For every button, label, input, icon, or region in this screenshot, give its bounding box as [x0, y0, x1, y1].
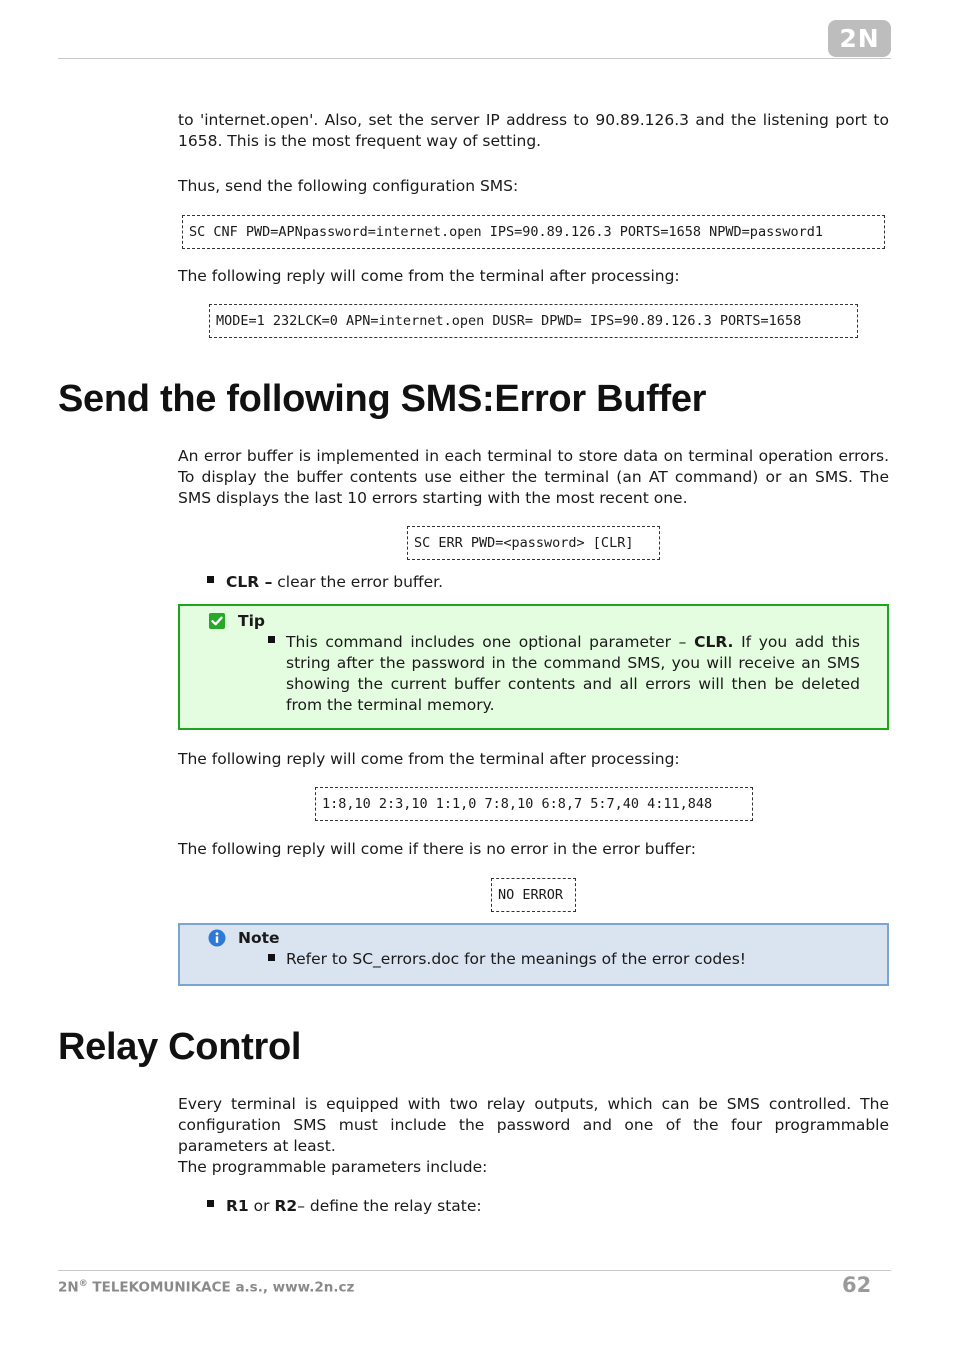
clr-bullet-item	[226, 572, 443, 593]
reply-code: MODE=1 232LCK=0 APN=internet.open DUSR= DPWD= IPS=90.89.126.3 PORTS=1658	[209, 304, 858, 338]
intro-instruction: Thus, send the following configuration SMS:	[178, 177, 519, 195]
note-title: Note	[238, 929, 280, 947]
bullet-marker	[268, 954, 275, 961]
bullet-marker	[207, 576, 214, 583]
reply-intro: The following reply will come from the terminal after processing:	[178, 267, 680, 285]
relay-params-intro: The programmable parameters include:	[178, 1158, 488, 1176]
bullet-marker	[207, 1200, 214, 1207]
checkmark-icon	[208, 612, 226, 630]
intro-paragraph: to 'internet.open'. Also, set the server IP address to 90.89.126.3 and the listening port to 1658. This is the most frequent way of setting.	[178, 111, 889, 150]
tip-text: This command includes one optional parameter – CLR. If you add this string after the password in the command SMS, you will receive an SMS showing the current buffer contents and all errors will then be deleted from the terminal memory.	[286, 633, 860, 714]
clr-label: CLR –	[226, 573, 273, 591]
section-heading-error-buffer: Send the following SMS:Error Buffer	[58, 378, 707, 420]
page-number: 62	[842, 1273, 872, 1297]
footer-company: 2N® TELEKOMUNIKACE a.s., www.2n.cz	[58, 1279, 355, 1296]
relay-bullet-item: R1 or R2– define the relay state:	[226, 1197, 482, 1215]
error-sms-code: SC ERR PWD=<password> [CLR]	[407, 526, 660, 560]
bullet-marker	[268, 636, 275, 643]
footer-divider	[58, 1270, 891, 1271]
note-text: Refer to SC_errors.doc for the meanings of the error codes!	[286, 950, 746, 968]
no-error-code: NO ERROR	[491, 878, 576, 912]
clr-description: clear the error buffer.	[272, 573, 444, 591]
tip-box	[178, 604, 889, 730]
info-icon	[208, 929, 226, 947]
error-buffer-paragraph: An error buffer is implemented in each terminal to store data on terminal operation errors. To display the buffer contents use either the terminal (an AT command) or an SMS. The SMS displays the last 10 errors starting with the most recent one.	[178, 447, 889, 507]
brand-logo: 2N	[828, 20, 891, 57]
tip-title: Tip	[238, 612, 265, 630]
reply-intro-2: The following reply will come from the terminal after processing:	[178, 750, 680, 768]
relay-paragraph: Every terminal is equipped with two relay outputs, which can be SMS controlled. The configuration SMS must include the password and one of the four programmable parameters at least.	[178, 1095, 889, 1155]
no-error-intro: The following reply will come if there is no error in the error buffer:	[178, 840, 696, 858]
section-heading-relay-control: Relay Control	[58, 1026, 302, 1068]
config-sms-code: SC CNF PWD=APNpassword=internet.open IPS=90.89.126.3 PORTS=1658 NPWD=password1	[182, 215, 885, 249]
header-divider	[58, 58, 891, 59]
error-reply-code: 1:8,10 2:3,10 1:1,0 7:8,10 6:8,7 5:7,40 4:11,848	[315, 787, 753, 821]
note-box	[178, 923, 889, 986]
